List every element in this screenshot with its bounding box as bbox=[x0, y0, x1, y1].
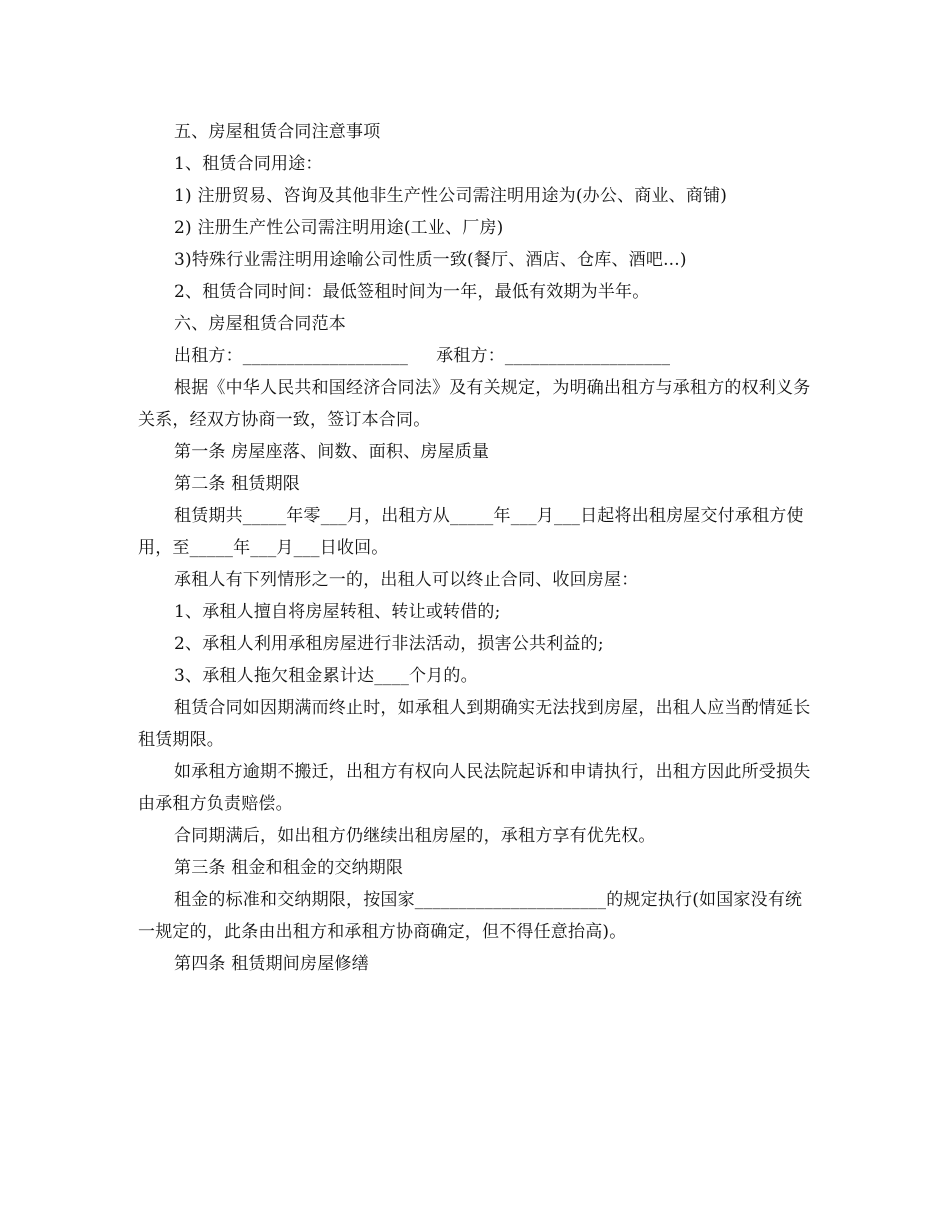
article-heading: 第一条 房屋座落、间数、面积、房屋质量 bbox=[174, 442, 490, 462]
section-heading: 五、房屋租赁合同注意事项 bbox=[174, 122, 381, 142]
section-heading: 六、房屋租赁合同范本 bbox=[174, 314, 346, 334]
lessor-field: 出租方：___________________ bbox=[174, 346, 409, 366]
lessee-field: 承租方：___________________ bbox=[436, 346, 671, 366]
document-page bbox=[138, 116, 816, 980]
paragraph: 租赁合同如因期满而终止时，如承租人到期确实无法找到房屋，出租人应当酌情延长租赁期限。 bbox=[138, 698, 811, 750]
list-item: 2、承租人利用承租房屋进行非法活动，损害公共利益的; bbox=[174, 634, 604, 654]
paragraph: 如承租方逾期不搬迁，出租方有权向人民法院起诉和申请执行，出租方因此所受损失由承租方负责赔偿。 bbox=[138, 762, 811, 814]
paragraph: 2) 注册生产性公司需注明用途(工业、厂房) bbox=[174, 218, 504, 238]
paragraph: 3)特殊行业需注明用途喻公司性质一致(餐厅、酒店、仓库、酒吧...) bbox=[174, 250, 687, 270]
paragraph: 承租人有下列情形之一的，出租人可以终止合同、收回房屋： bbox=[174, 570, 639, 590]
article-heading: 第三条 租金和租金的交纳期限 bbox=[174, 858, 404, 878]
list-item: 1、承租人擅自将房屋转租、转让或转借的; bbox=[174, 602, 501, 622]
paragraph: 租金的标准和交纳期限，按国家______________________的规定执行(如国家没有统一规定的，此条由出租方和承租方协商确定，但不得任意抬高)。 bbox=[138, 890, 803, 942]
paragraph: 2、租赁合同时间：最低签租时间为一年，最低有效期为半年。 bbox=[174, 282, 650, 302]
paragraph: 合同期满后，如出租方仍继续出租房屋的，承租方享有优先权。 bbox=[174, 826, 656, 846]
paragraph: 1) 注册贸易、咨询及其他非生产性公司需注明用途为(办公、商业、商铺) bbox=[174, 186, 728, 206]
paragraph: 租赁期共_____年零___月，出租方从_____年___月___日起将出租房屋交付承租方使用，至_____年___月___日收回。 bbox=[138, 506, 804, 558]
list-item: 3、承租人拖欠租金累计达____个月的。 bbox=[174, 666, 478, 686]
article-heading: 第四条 租赁期间房屋修缮 bbox=[174, 954, 369, 974]
parties-line bbox=[138, 340, 816, 372]
article-heading: 第二条 租赁期限 bbox=[174, 474, 301, 494]
paragraph: 1、租赁合同用途： bbox=[174, 154, 323, 174]
paragraph: 根据《中华人民共和国经济合同法》及有关规定，为明确出租方与承租方的权利义务关系，经双方协商一致，签订本合同。 bbox=[138, 378, 811, 430]
